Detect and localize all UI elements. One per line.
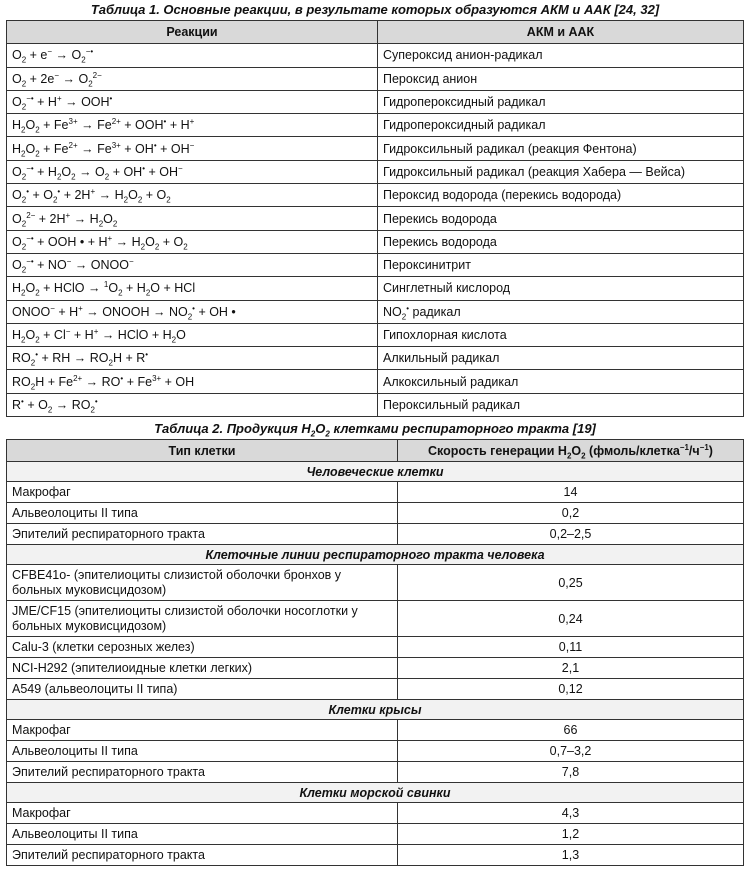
- cell-type: Calu-3 (клетки серозных желез): [7, 637, 398, 658]
- table-row: [7, 114, 744, 137]
- rate-value: 1,3: [398, 845, 744, 866]
- table-row: [7, 230, 744, 253]
- table-row: [7, 253, 744, 276]
- h2o2-production-table: [6, 439, 744, 866]
- section-title: Человеческие клетки: [7, 462, 744, 482]
- table-row: [7, 741, 744, 762]
- rate-value: 7,8: [398, 762, 744, 783]
- cell-type: A549 (альвеолоциты II типа): [7, 679, 398, 700]
- table-row: [7, 503, 744, 524]
- table-row: [7, 137, 744, 160]
- reactions-table: [6, 20, 744, 417]
- rate-value: 0,7–3,2: [398, 741, 744, 762]
- species-cell: Синглетный кислород: [378, 277, 744, 300]
- species-cell: Перекись водорода: [378, 230, 744, 253]
- table-row: [7, 762, 744, 783]
- species-cell: Пероксид анион: [378, 67, 744, 90]
- reaction-cell: $RO_2^•$ + RH → $RO_2H + R^•$: [7, 347, 378, 370]
- section-row: [7, 462, 744, 482]
- table-row: [7, 803, 744, 824]
- cell-type: Эпителий респираторного тракта: [7, 845, 398, 866]
- reaction-cell: $O_2^• + O_2^• + 2H^+ \to H_2O_2 + O_2$: [7, 184, 378, 207]
- table-header-row: [7, 440, 744, 462]
- rate-value: 0,2–2,5: [398, 524, 744, 545]
- table-row: [7, 44, 744, 67]
- table2-caption: Таблица 2. Продукция $H_2O_2$ клетками респираторного тракта [19]: [154, 421, 596, 439]
- table-row: [7, 207, 744, 230]
- table-row: [7, 370, 744, 393]
- species-cell: Пероксид водорода (перекись водорода): [378, 184, 744, 207]
- reaction-cell: $R^• + O_2 \to RO_2^•$: [7, 393, 378, 416]
- reaction-cell: $O_2^{2-} + 2H^+ \to H_2O_2$: [7, 207, 378, 230]
- species-cell: Пероксильный радикал: [378, 393, 744, 416]
- h2o2-table-body: [7, 462, 744, 866]
- table-row: [7, 565, 744, 601]
- rate-value: 0,2: [398, 503, 744, 524]
- rate-value: 0,24: [398, 601, 744, 637]
- species-cell: Гидропероксидный радикал: [378, 114, 744, 137]
- column-header-rate: Скорость генерации $H_2O_2$ $(фмоль/клетка^{-1}/ч^{-1})$: [398, 440, 744, 462]
- reaction-cell: ONOO− + H+ → ONOOH → $NO_2^•$ + OH •: [7, 300, 378, 323]
- rate-value: 0,11: [398, 637, 744, 658]
- cell-type: CFBE41o- (эпителиоциты слизистой оболочки бронхов у больных муковисцидозом): [7, 565, 398, 601]
- table-row: [7, 658, 744, 679]
- table-row: [7, 637, 744, 658]
- species-cell: Алкоксильный радикал: [378, 370, 744, 393]
- rate-value: 0,12: [398, 679, 744, 700]
- cell-type: Альвеолоциты II типа: [7, 824, 398, 845]
- species-cell: Пероксинитрит: [378, 253, 744, 276]
- table-row: [7, 90, 744, 113]
- reaction-cell: $RO_2H + Fe^{2+} \to RO^• + Fe^{3+}$ + OH: [7, 370, 378, 393]
- column-header-species: АКМ и ААК: [378, 21, 744, 44]
- rate-value: 2,1: [398, 658, 744, 679]
- column-header-reactions: Реакции: [7, 21, 378, 44]
- reaction-cell: $H_2O_2 + Fe^{3+} \to Fe^{2+} + OOH^• + H^+$: [7, 114, 378, 137]
- species-cell: Перекись водорода: [378, 207, 744, 230]
- table-row: [7, 160, 744, 183]
- reaction-cell: $H_2O_2$ + HClO → $^1O_2 + H_2O$ + HCl: [7, 277, 378, 300]
- rate-value: 0,25: [398, 565, 744, 601]
- table-row: [7, 393, 744, 416]
- section-title: Клетки морской свинки: [7, 783, 744, 803]
- column-header-cell-type: Тип клетки: [7, 440, 398, 462]
- section-title: Клеточные линии респираторного тракта человека: [7, 545, 744, 565]
- table-row: [7, 845, 744, 866]
- species-cell: $NO_2^•$ радикал: [378, 300, 744, 323]
- reaction-cell: $O_2 + e^- \to O_2^{-•}$: [7, 44, 378, 67]
- table-row: [7, 482, 744, 503]
- table1-caption: Таблица 1. Основные реакции, в результате которых образуются АКМ и ААК [24, 32]: [90, 2, 660, 17]
- rate-value: 1,2: [398, 824, 744, 845]
- table-row: [7, 277, 744, 300]
- cell-type: Макрофаг: [7, 482, 398, 503]
- cell-type: Альвеолоциты II типа: [7, 741, 398, 762]
- rate-value: 66: [398, 720, 744, 741]
- cell-type: Макрофаг: [7, 803, 398, 824]
- species-cell: Супероксид анион-радикал: [378, 44, 744, 67]
- species-cell: Гидропероксидный радикал: [378, 90, 744, 113]
- table-row: [7, 323, 744, 346]
- reaction-cell: $H_2O_2 + Fe^{2+} \to Fe^{3+} + OH^• + OH^-$: [7, 137, 378, 160]
- table-header-row: [7, 21, 744, 44]
- cell-type: Альвеолоциты II типа: [7, 503, 398, 524]
- table-row: [7, 720, 744, 741]
- table-row: [7, 300, 744, 323]
- section-row: [7, 700, 744, 720]
- table-row: [7, 824, 744, 845]
- species-cell: Алкильный радикал: [378, 347, 744, 370]
- section-row: [7, 545, 744, 565]
- section-row: [7, 783, 744, 803]
- rate-value: 14: [398, 482, 744, 503]
- cell-type: Эпителий респираторного тракта: [7, 524, 398, 545]
- table-row: [7, 679, 744, 700]
- section-title: Клетки крысы: [7, 700, 744, 720]
- cell-type: NCI-H292 (эпителиоидные клетки легких): [7, 658, 398, 679]
- table-row: [7, 347, 744, 370]
- rate-value: 4,3: [398, 803, 744, 824]
- cell-type: Эпителий респираторного тракта: [7, 762, 398, 783]
- cell-type: Макрофаг: [7, 720, 398, 741]
- reactions-table-body: [7, 44, 744, 417]
- reaction-cell: $O_2^{-•} + NO^-$ → ONOO−: [7, 253, 378, 276]
- species-cell: Гипохлорная кислота: [378, 323, 744, 346]
- table-row: [7, 524, 744, 545]
- cell-type: JME/CF15 (эпителиоциты слизистой оболочки носоглотки у больных муковисцидозом): [7, 601, 398, 637]
- reaction-cell: $O_2^{-•} + H^+ \to OOH^•$: [7, 90, 378, 113]
- table-row: [7, 184, 744, 207]
- table-row: [7, 601, 744, 637]
- reaction-cell: $H_2O_2 + Cl^- + H^+$ → HClO + $H_2O$: [7, 323, 378, 346]
- reaction-cell: $O_2^{-•}$ + OOH • + $H^+ \to H_2O_2 + O_2$: [7, 230, 378, 253]
- species-cell: Гидроксильный радикал (реакция Хабера — Вейса): [378, 160, 744, 183]
- reaction-cell: $O_2 + 2e^- \to O_2^{2-}$: [7, 67, 378, 90]
- table-row: [7, 67, 744, 90]
- reaction-cell: $O_2^{-•} + H_2O_2 \to O_2 + OH^• + OH^-$: [7, 160, 378, 183]
- species-cell: Гидроксильный радикал (реакция Фентона): [378, 137, 744, 160]
